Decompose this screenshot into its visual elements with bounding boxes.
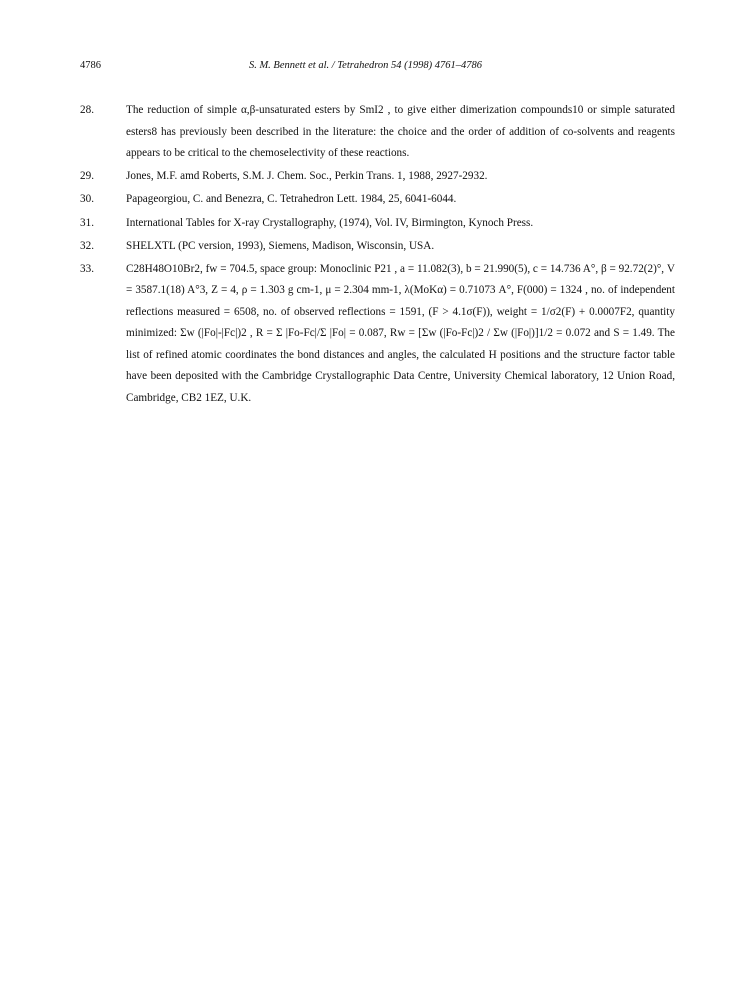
reference-text: International Tables for X-ray Crystallography, (1974), Vol. IV, Birmington, Kynoch Press. (126, 216, 534, 229)
reference-item (80, 236, 675, 258)
reference-number: 32. (80, 239, 94, 252)
reference-item (80, 259, 675, 410)
running-head: S. M. Bennett et al. / Tetrahedron 54 (1998) 4761–4786 (248, 60, 483, 71)
reference-number: 28. (80, 104, 94, 116)
page-number: 4786 (80, 60, 101, 71)
reference-number: 29. (80, 170, 94, 183)
reference-item (80, 100, 675, 165)
reference-item (80, 189, 675, 211)
reference-list (80, 100, 675, 411)
reference-text: SHELXTL (PC version, 1993), Siemens, Madison, Wisconsin, USA. (126, 239, 435, 252)
reference-item (80, 213, 675, 235)
reference-text: Papageorgiou, C. and Benezra, C. Tetrahedron Lett. 1984, 25, 6041-6044. (126, 193, 457, 206)
reference-number: 31. (80, 216, 94, 229)
reference-text: The reduction of simple α,β-unsaturated esters by SmI2 , to give either dimerization compounds10 or simple saturated esters8 has previously been described in the literature: the choice and the order of addition of co-solvents and reagents appears to be critical to the chemoselectivity of these reactions. (126, 104, 675, 159)
reference-number: 33. (80, 262, 94, 275)
reference-text: C28H48O10Br2, fw = 704.5, space group: Monoclinic P21 , a = 11.082(3), b = 21.990(5), c = 14.736 A°, β = 92.72(2)°, V = 3587.1(18) A°3, Z = 4, ρ = 1.303 g cm-1, μ = 2.304 mm-1, λ(MoKα) = 0.71073 A°, F(000) = 1324 , no. of independent reflections measured = 6508, no. of observed reflections = 1591, (F > 4.1σ(F)), weight = 1/σ2(F) + 0.0007F2, quantity minimized: Σw (|Fo|-|Fc|)2 , R = Σ |Fo-Fc|/Σ |Fo| = 0.087, Rw = [Σw (|Fo-Fc|)2 / Σw (|Fo|)]1/2 = 0.072 and S = 1.49. The list of refined atomic coordinates the bond distances and angles, the calculated H positions and the structure factor table have been deposited with the Cambridge Crystallographic Data Centre, University Chemical laboratory, 12 Union Road, Cambridge, CB2 1EZ, U.K. (126, 262, 675, 404)
reference-number: 30. (80, 193, 94, 206)
reference-item (80, 166, 675, 188)
reference-text: Jones, M.F. amd Roberts, S.M. J. Chem. Soc., Perkin Trans. 1, 1988, 2927-2932. (126, 170, 488, 183)
